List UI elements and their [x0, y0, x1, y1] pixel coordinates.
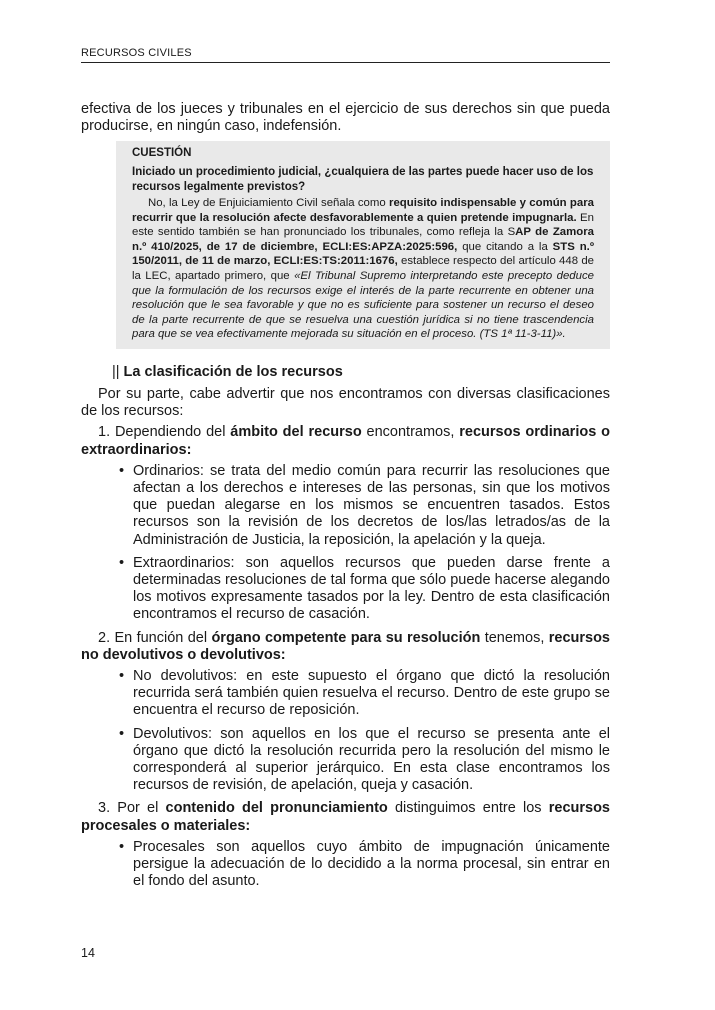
cuestion-answer: [132, 196, 594, 342]
heading-text: La clasificación de los recursos: [123, 363, 343, 380]
classification-list: [81, 668, 610, 794]
list-item: [119, 838, 610, 891]
classification-heading: [81, 800, 610, 834]
answer-bold-1: requisito indispensable y común para recurrir que la resolución afecte desfavorablemente a quien pretende impugnarla.: [132, 197, 594, 224]
classification-types: recursos no devolutivos o devolutivos:: [81, 629, 610, 663]
answer-text-4: establece respecto del artículo 448 de la LEC, apartado primero, que: [132, 255, 594, 282]
list-item: [119, 725, 610, 795]
list-item-text: Procesales son aquellos cuyo ámbito de impugnación únicamente persigue la adecuación de lo decidido a la norma procesal, sin entrar en el fondo del asunto.: [133, 838, 610, 890]
cuestion-label: CUESTIÓN: [132, 147, 192, 160]
classification-list: [81, 463, 610, 624]
classification-criterion: órgano competente para su resolución: [211, 629, 481, 646]
list-item: [119, 554, 610, 624]
answer-text-3: que citando a la: [457, 240, 553, 253]
classification-1: [81, 424, 610, 623]
list-item-text: Ordinarios: se trata del medio común para recurrir las resoluciones que afectan a los derechos e intereses de las personas, sin que los motivos que puedan alegarse en los mismos se encuentren tasados. Estos recursos son la revisión de los decretos de los/las letrados/as de la Administración de Justicia, la reposición, la apelación y la queja.: [133, 462, 610, 548]
answer-bold-2: AP de Zamora n.º 410/2025, de 17 de diciembre, ECLI:ES:APZA:2025:596,: [132, 226, 594, 253]
bullet-icon: •: [119, 667, 125, 684]
list-item: [119, 667, 610, 720]
bullet-icon: •: [119, 554, 125, 571]
classification-criterion: contenido del pronunciamiento: [165, 800, 388, 817]
list-item-text: No devolutivos: en este supuesto el órgano que dictó la resolución recurrida será también quien resuelva el recurso. Dentro de este grupo se encuentra el recurso de reposición.: [133, 667, 610, 719]
classification-types: recursos procesales o materiales:: [81, 800, 610, 834]
classification-criterion: ámbito del recurso: [230, 424, 362, 441]
classification-pre: 3. Por el: [98, 800, 166, 817]
classification-types: recursos ordinarios o extraordinarios:: [81, 424, 610, 458]
list-item-text: Extraordinarios: son aquellos recursos que pueden darse frente a determinadas resoluciones de tal forma que sólo puede hacerse alegando los motivos expresamente tasados por la ley. Dentro de esta clasificación encontramos el recurso de casación.: [133, 554, 610, 623]
heading-bars: ||: [112, 363, 120, 380]
section-heading: [112, 363, 610, 381]
answer-text-2: En este sentido también se han pronunciado los tribunales, como refleja la S: [132, 211, 594, 239]
bullet-icon: •: [119, 462, 125, 479]
classification-mid: tenemos,: [480, 629, 549, 646]
classification-heading: [81, 630, 610, 664]
answer-bold-3: STS n.º 150/2011, de 11 de marzo, ECLI:ES:TS:2011:1676,: [132, 240, 594, 268]
answer-text-1: No, la Ley de Enjuiciamiento Civil señala como: [148, 197, 390, 209]
bullet-icon: •: [119, 725, 125, 742]
classification-heading: [81, 424, 610, 458]
running-head: RECURSOS CIVILES: [81, 47, 610, 63]
intro-paragraph: efectiva de los jueces y tribunales en el ejercicio de sus derechos sin que pueda producirse, en ningún caso, indefensión.: [81, 101, 610, 135]
section-intro: Por su parte, cabe advertir que nos encontramos con diversas clasificaciones de los recursos:: [81, 385, 610, 420]
classification-mid: distinguimos entre los: [387, 800, 549, 817]
page-body: [81, 101, 610, 896]
answer-quote: «El Tribunal Supremo interpretando este precepto deduce que la formulación de los recursos exige el interés de la parte recurrente en obtener una resolución que le sea favorable y que no es suficiente para sostener un recurso el deseo de la parte recurrente de que se resuelva una cuestión jurídica si no tiene trascendencia para que se vea efectivamente mejorada su situación en el proceso. (TS 1ª 11-3-11)».: [132, 269, 594, 341]
list-item-text: Devolutivos: son aquellos en los que el recurso se presenta ante el órgano que dictó la resolución recurrida pero la resolución del mismo le corresponderá al superior jerárquico. En esta clase encontramos los recursos de revisión, de apelación, queja y casación.: [133, 725, 610, 794]
cuestion-box: [116, 141, 610, 349]
classification-2: [81, 630, 610, 795]
classification-3: [81, 800, 610, 890]
bullet-icon: •: [119, 838, 125, 855]
page-number: 14: [81, 946, 95, 960]
cuestion-question: Iniciado un procedimiento judicial, ¿cualquiera de las partes puede hacer uso de los recursos legalmente previstos?: [132, 166, 594, 194]
list-item: [119, 462, 610, 549]
classification-mid: encontramos,: [361, 424, 460, 441]
classification-pre: 2. En función del: [98, 629, 212, 646]
classification-pre: 1. Dependiendo del: [98, 424, 231, 441]
classification-list: [81, 839, 610, 891]
